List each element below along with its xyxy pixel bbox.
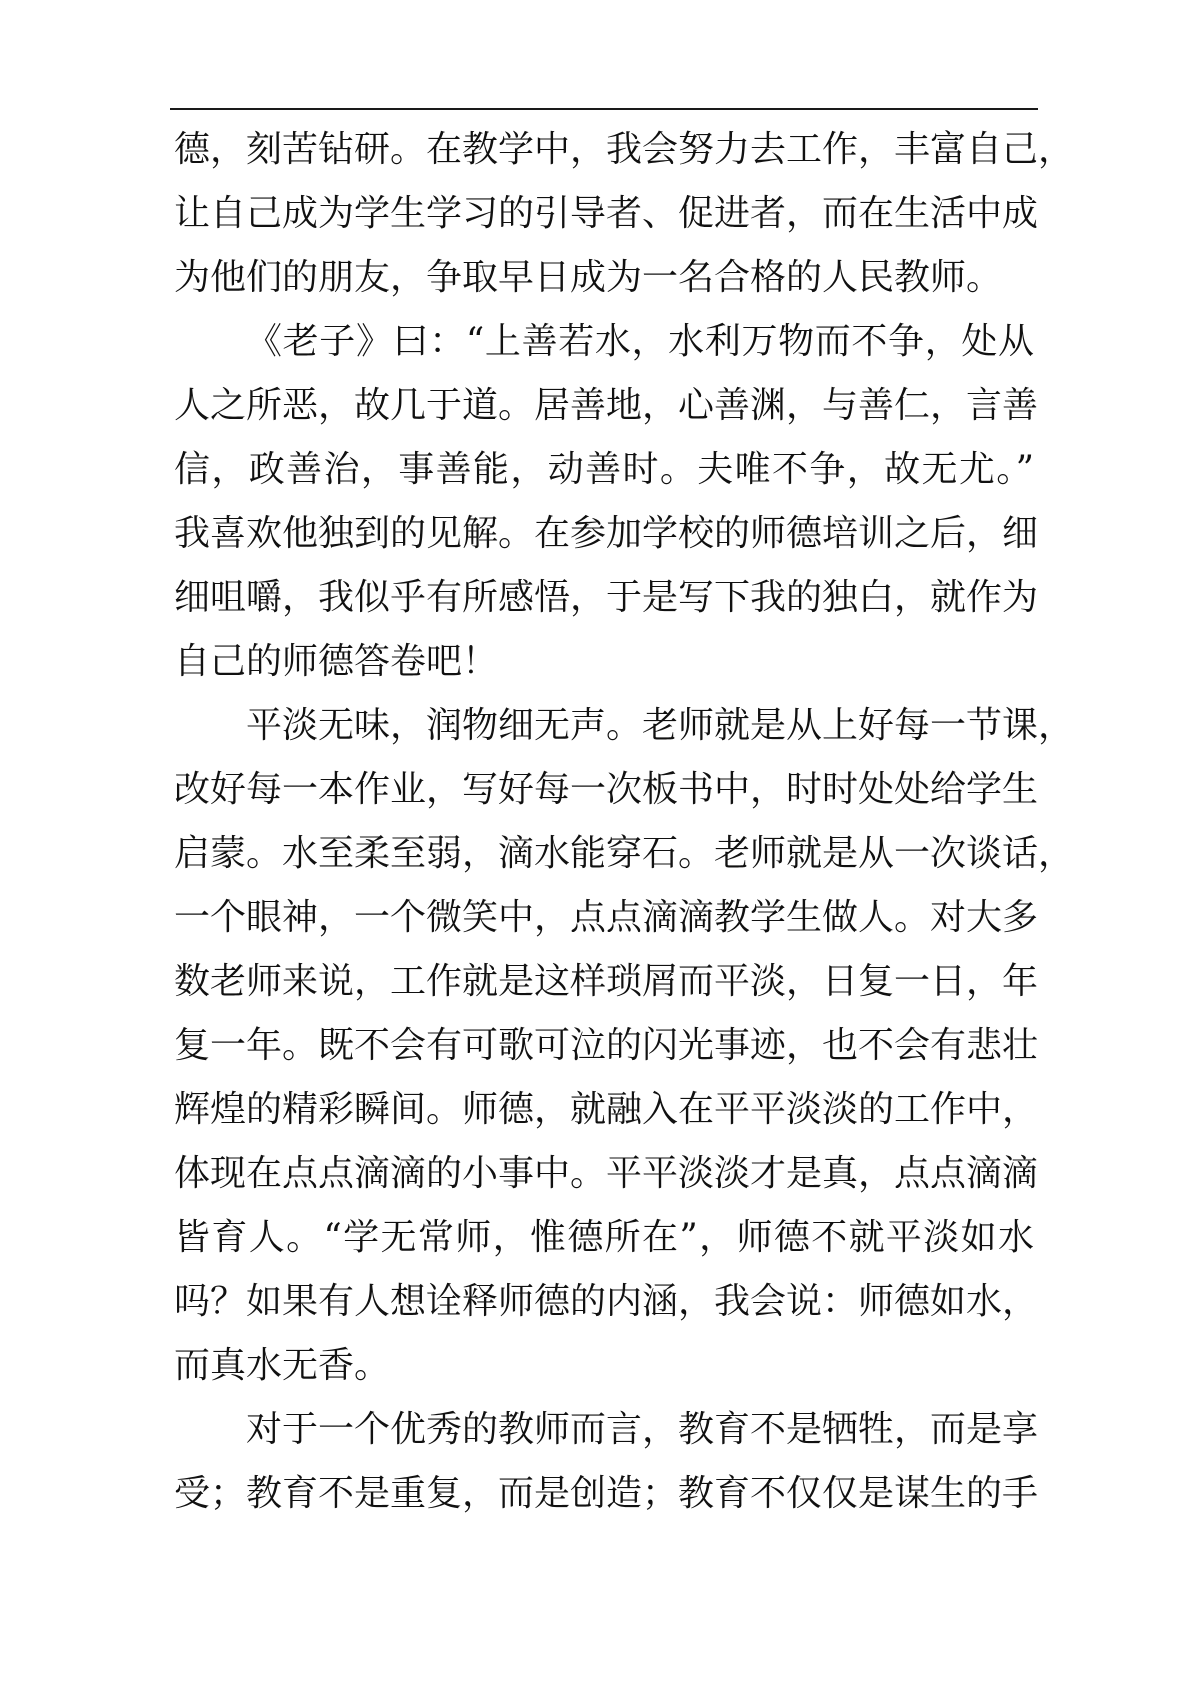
paragraph-plain-water bbox=[174, 694, 1075, 1398]
text-line: 让自己成为学生学习的引导者、促进者，而在生活中成 bbox=[174, 193, 1039, 234]
text-line: 我喜欢他独到的见解。在参加学校的师德培训之后，细 bbox=[174, 513, 1039, 554]
text-line: 受；教育不是重复，而是创造；教育不仅仅是谋生的手 bbox=[174, 1473, 1039, 1514]
text-line: 皆育人。“学无常师，惟德所在”，师德不就平淡如水 bbox=[174, 1217, 1034, 1258]
text-line: 复一年。既不会有可歌可泣的闪光事迹，也不会有悲壮 bbox=[174, 1025, 1039, 1066]
text-line: 吗？如果有人想诠释师德的内涵，我会说：师德如水， bbox=[174, 1281, 1039, 1322]
text-line: 人之所恶，故几于道。居善地，心善渊，与善仁，言善 bbox=[174, 385, 1039, 426]
text-line: 自己的师德答卷吧！ bbox=[174, 641, 499, 682]
paragraph-excellent-teacher bbox=[174, 1398, 1039, 1526]
paragraph-continuation bbox=[174, 118, 1075, 310]
header-rule bbox=[170, 108, 1038, 110]
paragraph-laozi-quote bbox=[174, 310, 1039, 694]
text-line: 数老师来说，工作就是这样琐屑而平淡，日复一日，年 bbox=[174, 961, 1039, 1002]
text-line: 对于一个优秀的教师而言，教育不是牺牲，而是享 bbox=[246, 1409, 1039, 1450]
text-line: 为他们的朋友，争取早日成为一名合格的人民教师。 bbox=[174, 257, 1003, 298]
text-line: 辉煌的精彩瞬间。师德，就融入在平平淡淡的工作中， bbox=[174, 1089, 1039, 1130]
text-line: 改好每一本作业，写好每一次板书中，时时处处给学生 bbox=[174, 769, 1039, 810]
text-line: 细咀嚼，我似乎有所感悟，于是写下我的独白，就作为 bbox=[174, 577, 1039, 618]
text-line: 而真水无香。 bbox=[174, 1345, 391, 1386]
text-line: 《老子》曰：“上善若水，水利万物而不争，处从 bbox=[246, 321, 1034, 362]
document-body bbox=[174, 118, 1075, 1526]
text-line: 德，刻苦钻研。在教学中，我会努力去工作，丰富自己， bbox=[174, 129, 1075, 170]
text-line: 体现在点点滴滴的小事中。平平淡淡才是真，点点滴滴 bbox=[174, 1153, 1039, 1194]
text-line: 启蒙。水至柔至弱，滴水能穿石。老师就是从一次谈话， bbox=[174, 833, 1075, 874]
text-line: 信，政善治，事善能，动善时。夫唯不争，故无尤。” bbox=[174, 449, 1034, 490]
text-line: 一个眼神，一个微笑中，点点滴滴教学生做人。对大多 bbox=[174, 897, 1039, 938]
text-line: 平淡无味，润物细无声。老师就是从上好每一节课， bbox=[246, 705, 1075, 746]
